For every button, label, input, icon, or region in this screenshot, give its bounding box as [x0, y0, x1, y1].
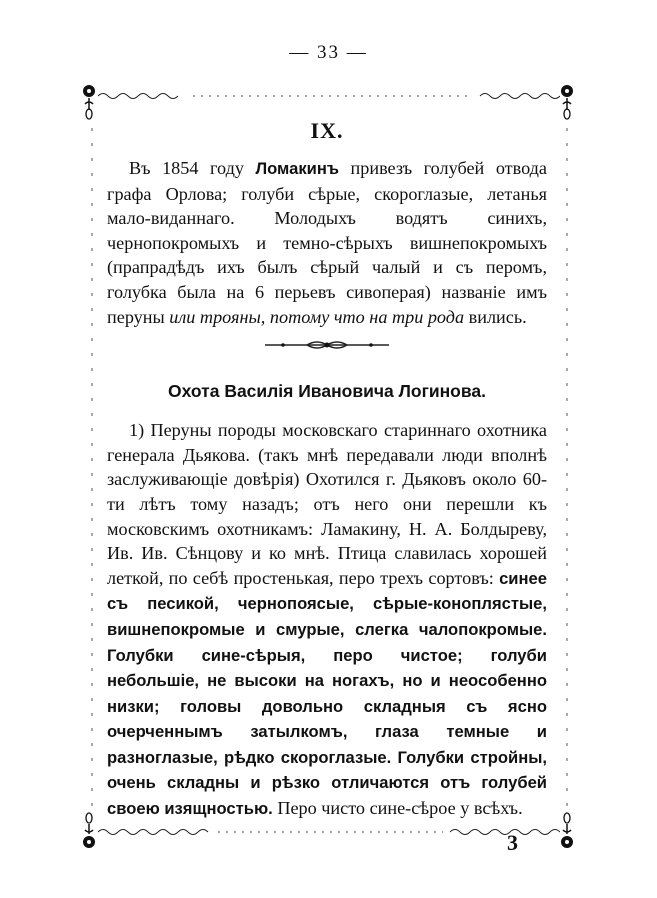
page-number-bottom: 3: [507, 830, 518, 855]
page-content: [107, 112, 547, 822]
person-name: Ломакинъ: [255, 159, 339, 178]
corner-ornament-icon: [557, 82, 577, 126]
paragraph-text: руны: [124, 306, 170, 327]
chapter-paragraph: [107, 156, 547, 329]
italic-text: или трояны, потому что на три рода: [169, 306, 465, 327]
corner-ornament-icon: [80, 808, 100, 852]
section-heading: Охота Василія Ивановича Логинова.: [167, 381, 486, 402]
top-ornamental-rule: [98, 91, 560, 101]
paragraph-text: привезъ голубей отвода графа Орлова; голуби сѣрые, скороглазые, летанья мало-виданнаго. Молодыхъ водятъ синихъ, чернопокромыхъ и темно-сѣрыхъ вишнепокромыхъ (прапрадѣдъ ихъ былъ сѣрый чалый и съ перомъ, голубка была на 6 перьевъ сивоперая) названіе имъ пе: [107, 158, 547, 327]
chapter-heading: IX.: [310, 118, 344, 143]
corner-ornament-icon: [80, 82, 100, 126]
bold-description: синее съ песикой, чернопоясые, сѣрые-коноплястые, вишнепокромые и смурые, слегка чалопокромые. Голубки сине-сѣрыя, перо чистое; голуби небольшіе, не высоки на ногахъ, но и неособенно низки; головы довольно складныя съ ясно очерченнымъ затылкомъ, глаза темные и разноглазые, рѣдко скороглазые. Голубки стройны, очень складны и рѣзко отличаются отъ голубей своею изящностью.: [107, 568, 547, 819]
paragraph-text: Въ 1854 году: [129, 158, 256, 178]
section-paragraph: [107, 418, 547, 822]
left-side-rule: [88, 128, 96, 808]
right-side-rule: [563, 128, 571, 808]
corner-ornament-icon: [557, 808, 577, 852]
paragraph-text: вились.: [464, 306, 527, 327]
paragraph-text: 1) Перуны породы московскаго стариннаго охотника генерала Дьякова. (такъ мнѣ передавали люди вполнѣ заслуживающіе довѣрія) Охотился г. Дьяковъ около 60-ти лѣтъ тому назадъ; отъ него они перешли къ московскимъ охотникамъ: Ламакину, Н. А. Болдыреву, Ив. Ив. Сѣнцову и ко мнѣ. Птица славилась хорошей леткой, по себѣ простенькая, перо трехъ сортовъ:: [107, 420, 547, 588]
page-number-top: — 33 —: [289, 42, 368, 63]
section-divider-ornament: [247, 339, 407, 351]
bottom-ornamental-rule: [98, 827, 560, 837]
paragraph-text: Перо чисто сине-сѣрое у всѣхъ.: [272, 798, 523, 819]
